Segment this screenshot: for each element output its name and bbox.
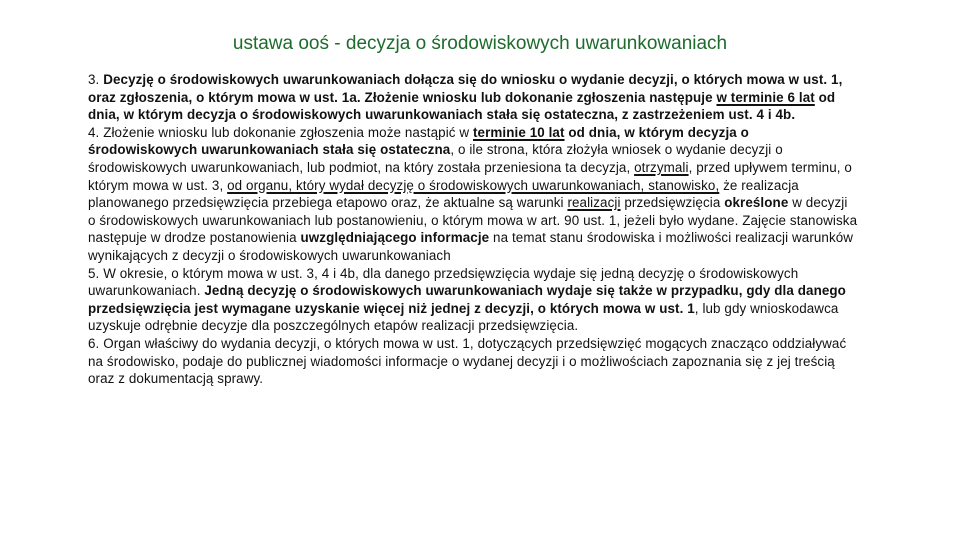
p4-text-e: , o ile strona, która złożyła wniosek o wydanie decyzji o środowiskowych uwarunkowaniach, lub podmiot, na który została przeniesiona ta decyzja,	[88, 142, 783, 175]
slide-title: ustawa ooś - decyzja o środowiskowych uwarunkowaniach	[232, 33, 728, 54]
slide-body	[88, 71, 858, 388]
paragraph-5	[88, 265, 858, 335]
p5-text-c: , lub gdy wnioskodawca uzyskuje odrębnie decyzje dla poszczególnych etapów realizacji przedsięwzięcia.	[88, 300, 839, 334]
p4-realization: realizacji	[567, 195, 621, 211]
p4-taking-into-account: uwzględniającego informacje	[300, 230, 490, 246]
p4-term-10-years: terminie 10 lat	[472, 124, 565, 140]
p5-text-bold: Jedną decyzję o środowiskowych uwarunkowaniach wydaje się także w przypadku, gdy dla danego przedsięwzięcia jest wymagane uzyskanie więcej niż jednej z decyzji, o których mowa w ust. 1	[88, 283, 846, 316]
paragraph-3	[88, 71, 858, 124]
p4-defined: określone	[724, 195, 789, 211]
p3-text-end: od dnia, w którym decyzja o środowiskowych uwarunkowaniach stała się ostateczna, z zastrzeżeniem ust. 4 i 4b.	[88, 89, 836, 123]
paragraph-4	[88, 124, 858, 265]
p4-received: otrzymali	[634, 159, 689, 175]
p3-term-6-years: w terminie 6 lat	[716, 89, 815, 105]
paragraph-6: 6. Organ właściwy do wydania decyzji, o których mowa w ust. 1, dotyczących przedsięwzięć mogących znacząco oddziaływać na środowisko, podaje do publicznej wiadomości informacje o wydanej decyzji i o możliwościach zapoznania się z jej treścią oraz z dokumentacją sprawy.	[88, 335, 847, 387]
p4-text-i: że realizacja planowanego przedsięwzięcia przebiega etapowo oraz, że aktualne są warunki	[88, 177, 799, 211]
p4-authority-position: od organu, który wydał decyzję o środowiskowych uwarunkowaniach, stanowisko,	[227, 177, 720, 193]
p4-text-m: w decyzji o środowiskowych uwarunkowaniach lub postanowieniu, o którym mowa w art. 90 ust. 1, jeżeli było wydane. Zajęcie stanowiska następuje w drodze postanowienia	[88, 195, 858, 246]
p3-number: 3.	[88, 72, 104, 87]
p3-text-bold: Decyzję o środowiskowych uwarunkowaniach dołącza się do wniosku o wydanie decyzji, o których mowa w ust. 1, oraz zgłoszenia, o którym mowa w ust. 1a. Złożenie wniosku lub dokonanie zgłoszenia następuje	[88, 72, 843, 105]
p4-text-a: 4. Złożenie wniosku lub dokonanie zgłoszenia może nastąpić w	[88, 124, 473, 140]
p5-text-a: 5. W okresie, o którym mowa w ust. 3, 4 i 4b, dla danego przedsięwzięcia wydaje się jedną decyzję o środowiskowych uwarunkowaniach.	[88, 265, 799, 299]
p4-text-o: na temat stanu środowiska i możliwości realizacji warunków wynikających z decyzji o środowiskowych uwarunkowaniach	[88, 230, 854, 263]
p4-text-bold: od dnia, w którym decyzja o środowiskowych uwarunkowaniach stała się ostateczna	[88, 124, 749, 158]
p4-text-k: przedsięwzięcia	[620, 195, 725, 211]
p4-text-g: , przed upływem terminu, o którym mowa w ust. 3,	[88, 159, 852, 193]
